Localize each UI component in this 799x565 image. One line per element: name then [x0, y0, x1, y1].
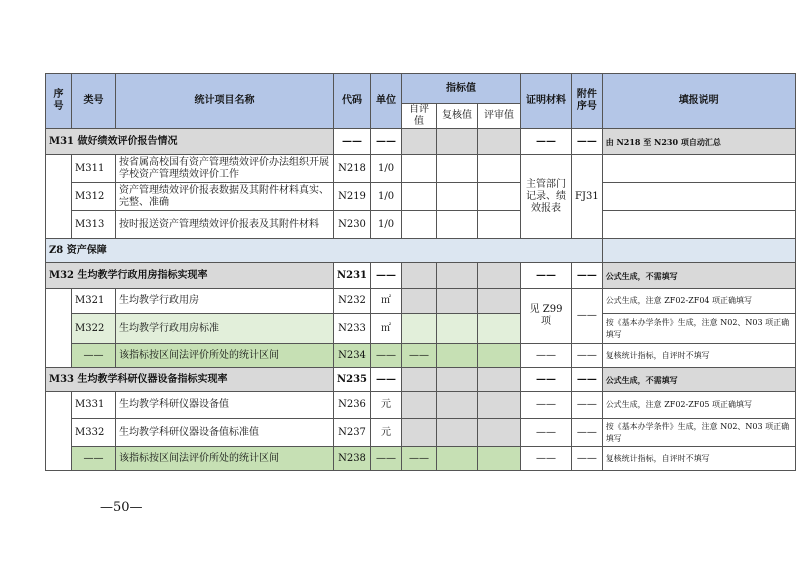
- m313-code: N230: [334, 211, 371, 239]
- m32r-attach: ——: [572, 344, 603, 368]
- col-code: 代码: [334, 74, 371, 129]
- m33-attach: ——: [572, 368, 603, 392]
- section-row-m33: [46, 368, 796, 392]
- col-evidence: 证明材料: [521, 74, 572, 129]
- m33r-name: 该指标按区间法评价所处的统计区间: [116, 447, 334, 471]
- m312-unit: 1/0: [371, 183, 402, 211]
- m33r-note: 复核统计指标，自评时不填写: [602, 447, 795, 471]
- m32-evidence: ——: [521, 263, 572, 289]
- m322-type: M322: [72, 314, 116, 344]
- section-row-z8: [46, 239, 796, 263]
- m31-title: M31 做好绩效评价报告情况: [46, 129, 334, 155]
- m32-title: M32 生均教学行政用房指标实现率: [46, 263, 334, 289]
- m32r-type: ——: [72, 344, 116, 368]
- m31-attach: ——: [572, 129, 603, 155]
- col-unit: 单位: [371, 74, 402, 129]
- m31-evidence-text: 主管部门记录、绩效报表: [521, 155, 572, 239]
- m311-type: M311: [72, 155, 116, 183]
- col-review: 评审值: [478, 104, 521, 129]
- m32r-self: ——: [402, 344, 437, 368]
- m32r-unit: ——: [371, 344, 402, 368]
- m31-unit: ——: [371, 129, 402, 155]
- statistics-table: [45, 73, 796, 471]
- m33r-unit: ——: [371, 447, 402, 471]
- m321-unit: ㎡: [371, 289, 402, 314]
- col-seq: 序号: [46, 74, 72, 129]
- m32-code: N231: [334, 263, 371, 289]
- m332-note: 按《基本办学条件》生成，注意 N02、N03 项正确填写: [602, 419, 795, 447]
- m32r-name: 该指标按区间法评价所处的统计区间: [116, 344, 334, 368]
- m332-attach: ——: [572, 419, 603, 447]
- m331-attach: ——: [572, 392, 603, 419]
- table-row: [46, 392, 796, 419]
- header-row: [46, 74, 796, 104]
- m31-code: ——: [334, 129, 371, 155]
- m331-unit: 元: [371, 392, 402, 419]
- m331-evidence: ——: [521, 392, 572, 419]
- m33r-type: ——: [72, 447, 116, 471]
- m33-note: 公式生成，不需填写: [602, 368, 795, 392]
- m313-name: 按时报送资产管理绩效评价报表及其附件材料: [116, 211, 334, 239]
- col-self: 自评值: [402, 104, 437, 129]
- table-row: [46, 289, 796, 314]
- m311-unit: 1/0: [371, 155, 402, 183]
- m321-code: N232: [334, 289, 371, 314]
- z8-title: Z8 资产保障: [46, 239, 603, 263]
- table-row: [46, 211, 796, 239]
- m311-name: 按省属高校国有资产管理绩效评价办法组织开展学校资产管理绩效评价工作: [116, 155, 334, 183]
- m311-code: N218: [334, 155, 371, 183]
- m331-note: 公式生成，注意 ZF02-ZF05 项正确填写: [602, 392, 795, 419]
- m33-title: M33 生均教学科研仪器设备指标实现率: [46, 368, 334, 392]
- section-row-m32: [46, 263, 796, 289]
- m312-code: N219: [334, 183, 371, 211]
- col-recheck: 复核值: [437, 104, 478, 129]
- table-row: [46, 447, 796, 471]
- m331-code: N236: [334, 392, 371, 419]
- m331-type: M331: [72, 392, 116, 419]
- m33r-evidence: ——: [521, 447, 572, 471]
- m332-evidence: ——: [521, 419, 572, 447]
- m331-name: 生均教学科研仪器设备值: [116, 392, 334, 419]
- m33r-code: N238: [334, 447, 371, 471]
- section-row-m31: [46, 129, 796, 155]
- col-notes: 填报说明: [602, 74, 795, 129]
- m312-name: 资产管理绩效评价报表数据及其附件材料真实、完整、准确: [116, 183, 334, 211]
- m332-unit: 元: [371, 419, 402, 447]
- m321-name: 生均教学行政用房: [116, 289, 334, 314]
- m32-attach-text: ——: [572, 289, 603, 344]
- col-type: 类号: [72, 74, 116, 129]
- m32r-code: N234: [334, 344, 371, 368]
- m33r-attach: ——: [572, 447, 603, 471]
- m33-evidence: ——: [521, 368, 572, 392]
- m322-code: N233: [334, 314, 371, 344]
- col-indicator: 指标值: [402, 74, 521, 104]
- m313-type: M313: [72, 211, 116, 239]
- m332-name: 生均教学科研仪器设备值标准值: [116, 419, 334, 447]
- m31-evidence: ——: [521, 129, 572, 155]
- page-number: —50—: [100, 500, 143, 515]
- table-row: [46, 419, 796, 447]
- m32r-note: 复核统计指标，自评时不填写: [602, 344, 795, 368]
- m322-unit: ㎡: [371, 314, 402, 344]
- col-name: 统计项目名称: [116, 74, 334, 129]
- m321-note: 公式生成，注意 ZF02-ZF04 项正确填写: [602, 289, 795, 314]
- m33r-self: ——: [402, 447, 437, 471]
- m312-type: M312: [72, 183, 116, 211]
- m322-note: 按《基本办学条件》生成，注意 N02、N03 项正确填写: [602, 314, 795, 344]
- m32-note: 公式生成，不需填写: [602, 263, 795, 289]
- m31-note: 由 N218 至 N230 项自动汇总: [602, 129, 795, 155]
- m332-type: M332: [72, 419, 116, 447]
- m321-type: M321: [72, 289, 116, 314]
- table-row: [46, 344, 796, 368]
- m32-unit: ——: [371, 263, 402, 289]
- table-row: [46, 314, 796, 344]
- m32-attach: ——: [572, 263, 603, 289]
- m31-attach-text: FJ31: [572, 155, 603, 239]
- table-row: [46, 183, 796, 211]
- m322-name: 生均教学行政用房标准: [116, 314, 334, 344]
- m32r-evidence: ——: [521, 344, 572, 368]
- m33-code: N235: [334, 368, 371, 392]
- m32-evidence-text: 见 Z99 项: [521, 289, 572, 344]
- m33-unit: ——: [371, 368, 402, 392]
- table-row: [46, 155, 796, 183]
- m313-unit: 1/0: [371, 211, 402, 239]
- m332-code: N237: [334, 419, 371, 447]
- col-attach: 附件序号: [572, 74, 603, 129]
